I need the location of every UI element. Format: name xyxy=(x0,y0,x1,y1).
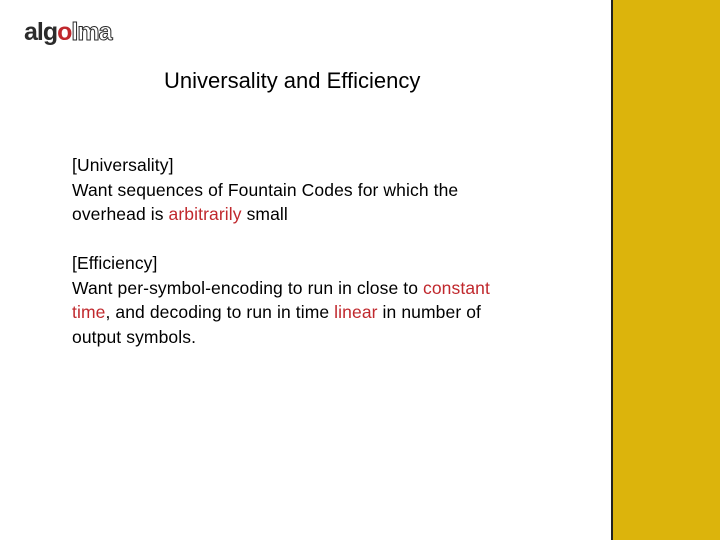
logo-wordmark: algolma xyxy=(24,18,112,46)
universality-line-1: Want sequences of Fountain Codes for which the xyxy=(72,179,459,200)
efficiency-line-1: Want per-symbol-encoding to run in close to constant xyxy=(72,277,490,298)
universality-heading: [Universality] xyxy=(72,155,174,175)
highlight-arbitrarily: arbitrarily xyxy=(168,204,242,224)
slide-body xyxy=(72,153,572,349)
algolma-logo xyxy=(24,18,124,50)
efficiency-line-2: time, and decoding to run in time linear in number of xyxy=(72,302,482,322)
universality-line-2: overhead is arbitrarily small xyxy=(72,204,288,224)
paragraph-gap xyxy=(72,227,572,252)
highlight-linear: linear xyxy=(334,302,378,322)
slide-title: Universality and Efficiency xyxy=(164,68,421,93)
accent-sidebar xyxy=(611,0,720,540)
efficiency-line-3: output symbols. xyxy=(72,326,197,347)
highlight-constant: constant xyxy=(423,277,490,298)
highlight-time: time xyxy=(72,302,106,322)
efficiency-heading: [Efficiency] xyxy=(72,253,158,273)
